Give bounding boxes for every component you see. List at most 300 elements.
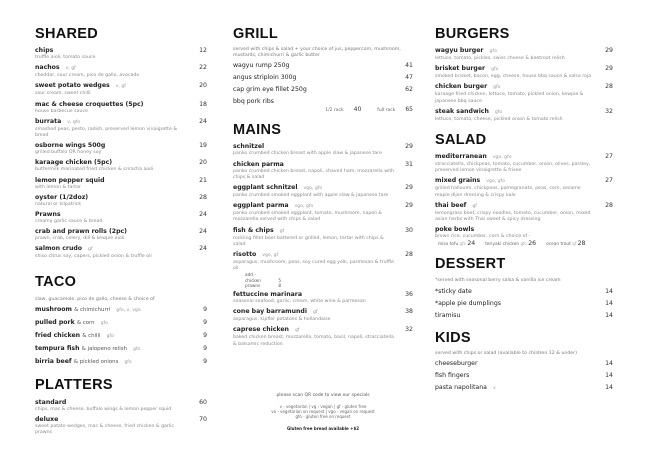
item-row	[233, 74, 413, 82]
item-price: 41	[405, 62, 413, 70]
item-name	[435, 384, 496, 393]
item-name-text: standard	[35, 398, 67, 406]
item-name-text: wagyu burger	[435, 47, 484, 54]
item-name	[435, 65, 498, 74]
item-name	[233, 74, 296, 82]
menu-footer	[233, 393, 413, 431]
item-name-text: brisket burger	[435, 65, 486, 73]
item-name-text: karaage chicken (5pc)	[35, 159, 113, 167]
item-price: 28	[605, 201, 613, 209]
item-name	[35, 64, 76, 73]
item-row	[435, 202, 613, 211]
dietary-tag: v, gf	[115, 84, 126, 90]
item-row	[435, 47, 613, 56]
item-row	[35, 332, 207, 341]
item-name-text: salmon crudo	[35, 245, 83, 253]
item-name-text: crab and prawn rolls (2pc)	[35, 228, 128, 236]
item-price: 24	[199, 228, 207, 236]
item-price: 9	[203, 318, 207, 326]
item-description: grilled halloumi, chickpeas, pomegranate, peas, corn, sesame maple dijon dressing & crispy kale	[435, 186, 581, 198]
poke-option-price: 26	[528, 240, 537, 248]
item-name	[233, 308, 318, 317]
item-name	[233, 184, 322, 193]
item-row	[35, 345, 207, 354]
menu-item	[35, 345, 207, 354]
menu-item	[35, 118, 207, 139]
item-name	[35, 399, 66, 407]
burgers-list	[435, 47, 613, 123]
item-description: brown rice, cucumber, corn & choice of -	[435, 234, 531, 240]
item-row	[435, 108, 613, 117]
item-name	[233, 86, 307, 94]
item-name-text: tiramisu	[435, 311, 461, 319]
item-name	[435, 108, 502, 117]
menu-item	[35, 306, 207, 315]
menu-item	[35, 142, 207, 156]
kids-list	[435, 360, 613, 393]
item-name	[35, 332, 114, 341]
menu-item	[233, 86, 413, 94]
item-price: 32	[405, 326, 413, 334]
dietary-tag: gfo	[493, 85, 501, 91]
dietary-tag: gf	[88, 247, 93, 253]
item-price: 29	[605, 47, 613, 54]
item-description: shiso citrus soy, capers, pickled onion & truffle oil	[35, 254, 152, 260]
taco-note: slaw, guacamole, pico de gallo, cheese & choice of	[35, 296, 155, 302]
menu-item	[35, 358, 207, 367]
item-name-text: sweet potato wedges	[35, 82, 110, 90]
item-name-text: steak sandwich	[435, 107, 489, 115]
addon-name: chicken	[245, 277, 261, 283]
item-price: 14	[605, 383, 613, 391]
item-name	[35, 211, 61, 219]
poke-options	[438, 240, 613, 247]
dietary-tag: gfo	[520, 241, 527, 247]
item-name-text: mushroom	[35, 305, 72, 313]
item-name-text: pasta napolitana	[435, 383, 487, 391]
item-description: creamy garlic sauce & bread	[35, 219, 103, 225]
menu-item	[35, 211, 207, 225]
dietary-tag: gfo	[459, 241, 466, 247]
item-price: 14	[605, 311, 613, 319]
menu-item	[233, 291, 413, 305]
legend-line: gfo - gluten free on request	[295, 414, 351, 420]
item-price: 22	[199, 64, 207, 72]
item-price: 70	[199, 416, 207, 424]
dietary-tag: vgo, gfo	[492, 155, 512, 161]
menu-item	[435, 177, 613, 198]
platters-list	[35, 399, 207, 437]
menu-item	[233, 184, 413, 199]
item-name-text: chicken parma	[233, 160, 284, 168]
section-title-burgers: BURGERS	[435, 26, 510, 42]
item-name	[435, 372, 469, 380]
kids-note: served with chips or salad (available to children 12 & under)	[435, 350, 577, 356]
legend-line: vo - vegetarian on request | vgo - vegan on request	[271, 409, 375, 415]
poke-option-name: teriyaki chicken	[485, 242, 520, 248]
item-row	[35, 177, 207, 185]
item-price: 14	[605, 287, 613, 295]
item-name-text: thai beef	[435, 201, 467, 209]
item-price: 9	[203, 344, 207, 352]
poke-option-name: miso tofu	[438, 242, 459, 248]
menu-item	[435, 360, 613, 368]
item-name	[435, 153, 512, 162]
item-name	[35, 47, 53, 55]
item-row	[233, 62, 413, 70]
menu-item	[35, 245, 207, 260]
item-price: 14	[605, 359, 613, 367]
item-name-text: *apple pie dumplings	[435, 299, 501, 307]
menu-item	[35, 416, 207, 436]
section-title-shared: SHARED	[35, 26, 99, 42]
menu-item	[435, 65, 613, 80]
item-row	[35, 399, 207, 407]
item-description: smoked brisket, bacon, egg, cheese, house bbq sauce & salsa roja	[435, 74, 592, 80]
poke-option-price: 24	[467, 240, 476, 248]
item-row	[233, 184, 413, 193]
item-name-text: fettuccine marinara	[233, 291, 303, 299]
item-price: 9	[203, 305, 207, 313]
item-row	[435, 153, 613, 162]
menu-item	[35, 82, 207, 97]
item-price: 24	[199, 245, 207, 253]
dietary-tag: gf	[312, 310, 318, 316]
item-name-text: cone bay barramundi	[233, 308, 307, 316]
item-price: 60	[199, 398, 207, 406]
item-description: baked chicken breast, mozzarella, tomato, basil, napoli, stracciatella & balsamic reduction	[233, 335, 394, 347]
menu-item	[435, 312, 613, 320]
half-rack-label: 1/2 rack	[325, 108, 344, 114]
item-price: 30	[405, 226, 413, 234]
item-name-text: birria beef	[35, 357, 72, 365]
menu-item	[233, 161, 413, 181]
full-rack-label: full rack	[377, 108, 396, 114]
dietary-tag: gfo, v, vgo	[116, 307, 141, 313]
item-row	[233, 227, 413, 236]
item-name-text: wagyu rump 250g	[233, 62, 290, 70]
item-subtitle: & corn	[76, 319, 95, 326]
dietary-tag: gfo	[491, 67, 499, 73]
item-name-text: fried chicken	[35, 331, 81, 339]
item-name-text: *sticky date	[435, 287, 472, 295]
item-row	[35, 358, 207, 367]
item-price: 27	[605, 153, 613, 161]
menu-item-bbq-pork-ribs	[233, 98, 413, 113]
risotto-addons	[245, 272, 413, 288]
item-price: 27	[605, 177, 613, 185]
item-name-text: angus striploin 300g	[233, 74, 297, 82]
menu-item	[435, 372, 613, 380]
dietary-tag: gfo	[489, 49, 497, 54]
item-row	[233, 308, 413, 317]
section-title-taco: TACO	[35, 273, 77, 290]
dietary-tag: vgo, gfo	[303, 186, 323, 192]
item-description: chips, mac & cheese, buffalo wings & lemon pepper squid	[35, 406, 172, 412]
menu-item	[35, 159, 207, 173]
item-name	[435, 300, 501, 308]
item-description: lemongrass beef, crispy noodles, tomato, cucumber, onion, mixed asian herbs with Thai sweet & spicy dressing	[435, 210, 591, 223]
item-description: lettuce, tomato, cheese, pickled onion & tomato relish	[435, 116, 563, 122]
item-name-text: deluxe	[35, 416, 59, 424]
section-title-mains: MAINS	[233, 122, 282, 139]
item-row	[35, 118, 207, 127]
item-price: 14	[605, 299, 613, 307]
dietary-tag: v	[492, 385, 496, 391]
item-price: 12	[199, 47, 207, 54]
item-row	[35, 47, 207, 55]
dietary-tag: v, gf	[65, 66, 76, 72]
item-description: prawn, crab, celery, dill & kewpie aioli	[35, 236, 125, 242]
column-right	[435, 0, 613, 397]
menu-item	[233, 308, 413, 323]
item-subtitle: & jalopeno relish	[81, 345, 127, 352]
full-rack-price: 65	[405, 106, 413, 114]
dietary-tag: v, gfo	[67, 119, 81, 125]
item-price: 38	[405, 308, 413, 316]
dessert-note: *served with seasonal berry salsa & vanilla ice cream	[435, 278, 561, 284]
addon-row	[245, 283, 281, 288]
menu-item	[35, 399, 207, 413]
section-title-salad: SALAD	[435, 132, 487, 149]
menu-item	[35, 332, 207, 341]
item-subtitle: & chilli	[82, 332, 101, 339]
item-row	[435, 360, 613, 368]
menu-item	[435, 83, 613, 104]
item-description: rockling fillet beer battered or grilled, lemon, tartar with chips & salad	[233, 235, 384, 247]
item-name	[233, 161, 284, 169]
item-price: 29	[405, 184, 413, 192]
item-name	[35, 345, 140, 354]
item-description: with lemon & tartar	[35, 184, 81, 190]
dietary-tag: gf	[572, 241, 577, 247]
section-title-dessert: DESSERT	[435, 256, 506, 273]
section-title-kids: KIDS	[435, 329, 471, 346]
item-price: 20	[199, 82, 207, 90]
menu-item	[233, 227, 413, 248]
item-name	[233, 227, 284, 236]
menu-item	[233, 74, 413, 82]
dietary-tag: vgo, gf	[262, 253, 279, 259]
item-row	[35, 194, 207, 202]
item-description: panko crumbed chicken breast with apple slaw & japanese tare	[233, 151, 382, 157]
item-price: 19	[199, 142, 207, 150]
item-row	[435, 372, 613, 380]
item-name-text: Prawns	[35, 211, 61, 219]
poke-option-price: 28	[577, 240, 586, 248]
menu-item	[35, 101, 207, 115]
item-name-text: mixed grains	[435, 177, 481, 185]
item-name: bbq pork ribs	[233, 98, 274, 106]
item-price: 28	[199, 193, 207, 201]
item-description: smashed peas, pesto, radish, preserved lemon vinaigrette & bread	[35, 126, 178, 139]
menu-item	[435, 300, 613, 308]
item-name	[35, 319, 108, 328]
item-price: 32	[605, 107, 613, 115]
addon-label: add -	[245, 272, 256, 278]
item-price: 24	[199, 117, 207, 125]
item-name	[435, 312, 460, 320]
menu-item	[435, 202, 613, 223]
item-price: 18	[199, 100, 207, 108]
item-name	[233, 291, 302, 299]
menu-item-poke-bowls	[435, 226, 613, 247]
menu-item	[35, 177, 207, 191]
addon-price: 5	[278, 277, 281, 283]
item-name-text: lemon pepper squid	[35, 176, 105, 184]
dietary-tag: gfo	[132, 346, 141, 352]
ribs-prices	[233, 106, 413, 113]
menu-item	[35, 194, 207, 208]
item-price: 21	[199, 176, 207, 184]
menu-item	[35, 47, 207, 61]
qr-specials-note: please scan QR code to view our specials	[276, 393, 370, 398]
item-name-text: eggplant schnitzel	[233, 184, 298, 192]
item-name-text: osborne wings 500g	[35, 142, 106, 150]
item-description: house barbecue sauce	[35, 108, 88, 114]
dietary-tag: gfo	[106, 333, 114, 339]
item-name-text: mediterranean	[435, 153, 487, 161]
menu-item	[35, 319, 207, 328]
poke-option	[438, 240, 475, 247]
item-row	[233, 161, 413, 169]
dietary-tag: gfo	[100, 320, 108, 326]
mains-list	[233, 143, 413, 347]
item-name-text: schnitzel	[233, 143, 265, 151]
dietary-tag: gfo	[124, 359, 132, 365]
item-name	[35, 416, 58, 424]
item-row	[233, 251, 413, 260]
taco-list	[35, 306, 207, 367]
item-description: asparagus, kipfler potatoes & hollandaise	[233, 317, 331, 323]
menu-item	[435, 108, 613, 123]
addon-name: prawns	[245, 282, 261, 288]
menu-item	[233, 326, 413, 347]
column-left	[35, 0, 207, 439]
menu-item	[435, 47, 613, 62]
item-row	[435, 300, 613, 308]
item-row	[35, 64, 207, 73]
item-name-text: oyster (1/2doz)	[35, 193, 89, 201]
item-price: 24	[199, 211, 207, 219]
item-row	[35, 416, 207, 424]
item-price: 36	[405, 291, 413, 299]
item-name-text: chicken burger	[435, 83, 488, 91]
half-rack-price: 40	[353, 106, 362, 114]
poke-option-name: ocean trout	[546, 242, 571, 248]
item-description: natural or kilpatrick	[35, 201, 82, 207]
item-price: 31	[405, 160, 413, 168]
item-row	[233, 86, 413, 94]
menu-item	[435, 288, 613, 296]
item-row	[233, 202, 413, 211]
poke-option	[485, 240, 536, 247]
gluten-free-bread-note: Gluten free bread available +$2	[286, 425, 360, 431]
item-price: 9	[203, 357, 207, 365]
item-name	[435, 47, 497, 56]
menu-item	[35, 228, 207, 242]
item-price: 28	[605, 83, 613, 91]
item-name-text: chips	[35, 47, 54, 54]
item-description: cheddar, sour cream, pico de gallo, avocado	[35, 73, 140, 79]
item-name	[233, 62, 289, 70]
item-name	[35, 306, 141, 315]
menu-item	[35, 64, 207, 79]
item-name	[233, 202, 313, 211]
item-name	[233, 251, 278, 260]
item-row	[35, 211, 207, 219]
dietary-tag: vgo, gfo	[486, 179, 505, 185]
item-name	[35, 118, 80, 127]
item-price: 29	[605, 65, 613, 73]
item-name	[435, 288, 472, 296]
menu-item	[233, 202, 413, 223]
item-subtitle: & chimichurri	[74, 306, 111, 313]
item-description: panko crumbed smoked eggplant with apple slaw & japanese tare	[233, 193, 389, 199]
item-description: grilled buffalo OR honey soy	[35, 150, 102, 156]
dietary-tag: gf	[294, 328, 300, 334]
item-price: 62	[405, 86, 413, 94]
item-row	[233, 291, 413, 299]
shared-list	[35, 47, 207, 261]
item-row	[435, 288, 613, 296]
item-name-text: eggplant parma	[233, 202, 289, 210]
dietary-tag: vgo, gfo	[294, 204, 314, 210]
grill-list	[233, 62, 413, 94]
item-row	[435, 312, 613, 320]
menu-item	[233, 143, 413, 157]
item-price: 14	[605, 371, 613, 379]
item-name	[435, 202, 477, 211]
item-subtitle: & pickled onions	[73, 358, 119, 365]
item-name	[35, 177, 105, 185]
item-row	[435, 384, 613, 393]
item-name-text: nachos	[35, 64, 60, 72]
dietary-tag: gfo	[494, 109, 503, 115]
item-price: 20	[199, 159, 207, 167]
item-name-text: pulled pork	[35, 318, 75, 326]
item-name-text: cheeseburger	[435, 359, 478, 367]
item-row	[35, 319, 207, 328]
item-description: lettuce, tomato, pickles, swiss cheese & beetroot relish	[435, 56, 565, 61]
item-name-text: fish & chips	[233, 226, 274, 234]
item-price: 28	[405, 251, 413, 259]
item-name	[35, 101, 144, 109]
dietary-tag: gf	[279, 228, 285, 234]
item-description: buttermilk marinated fried chicken & sriracha aioli	[35, 167, 154, 173]
item-price: 29	[405, 202, 413, 210]
legend-line: v - vegetarian | vg - vegan | gf - gluten free	[279, 404, 367, 409]
item-name-text: burrata	[35, 117, 62, 125]
item-description: stracciatella, chickpeas, tomato, cucumber, onion, olives, parsley, preserved lemon vinaigrette & frisee	[435, 162, 591, 174]
item-row	[35, 306, 207, 315]
item-name-text: caprese chicken	[233, 326, 289, 334]
item-name	[435, 360, 478, 368]
item-name-text: fish fingers	[435, 371, 470, 379]
item-description: sweet potato wedges, mac & cheese, fried chicken & garlic prawns	[35, 424, 175, 436]
item-description: truffle aioli, tomato sauce	[35, 55, 96, 60]
menu-item	[435, 384, 613, 393]
item-description: sour cream, sweet chilli	[35, 91, 91, 97]
item-row	[35, 101, 207, 109]
item-price: 47	[405, 74, 413, 82]
item-name	[35, 194, 88, 202]
dietary-tag: gf	[472, 203, 477, 209]
section-title-platters: PLATTERS	[35, 376, 113, 393]
item-name	[35, 358, 132, 367]
item-price: 29	[405, 143, 413, 151]
item-description: panko crumbed smoked eggplant, tomato, mushroom, napoli & mozzarella served with chips & salad	[233, 211, 382, 223]
